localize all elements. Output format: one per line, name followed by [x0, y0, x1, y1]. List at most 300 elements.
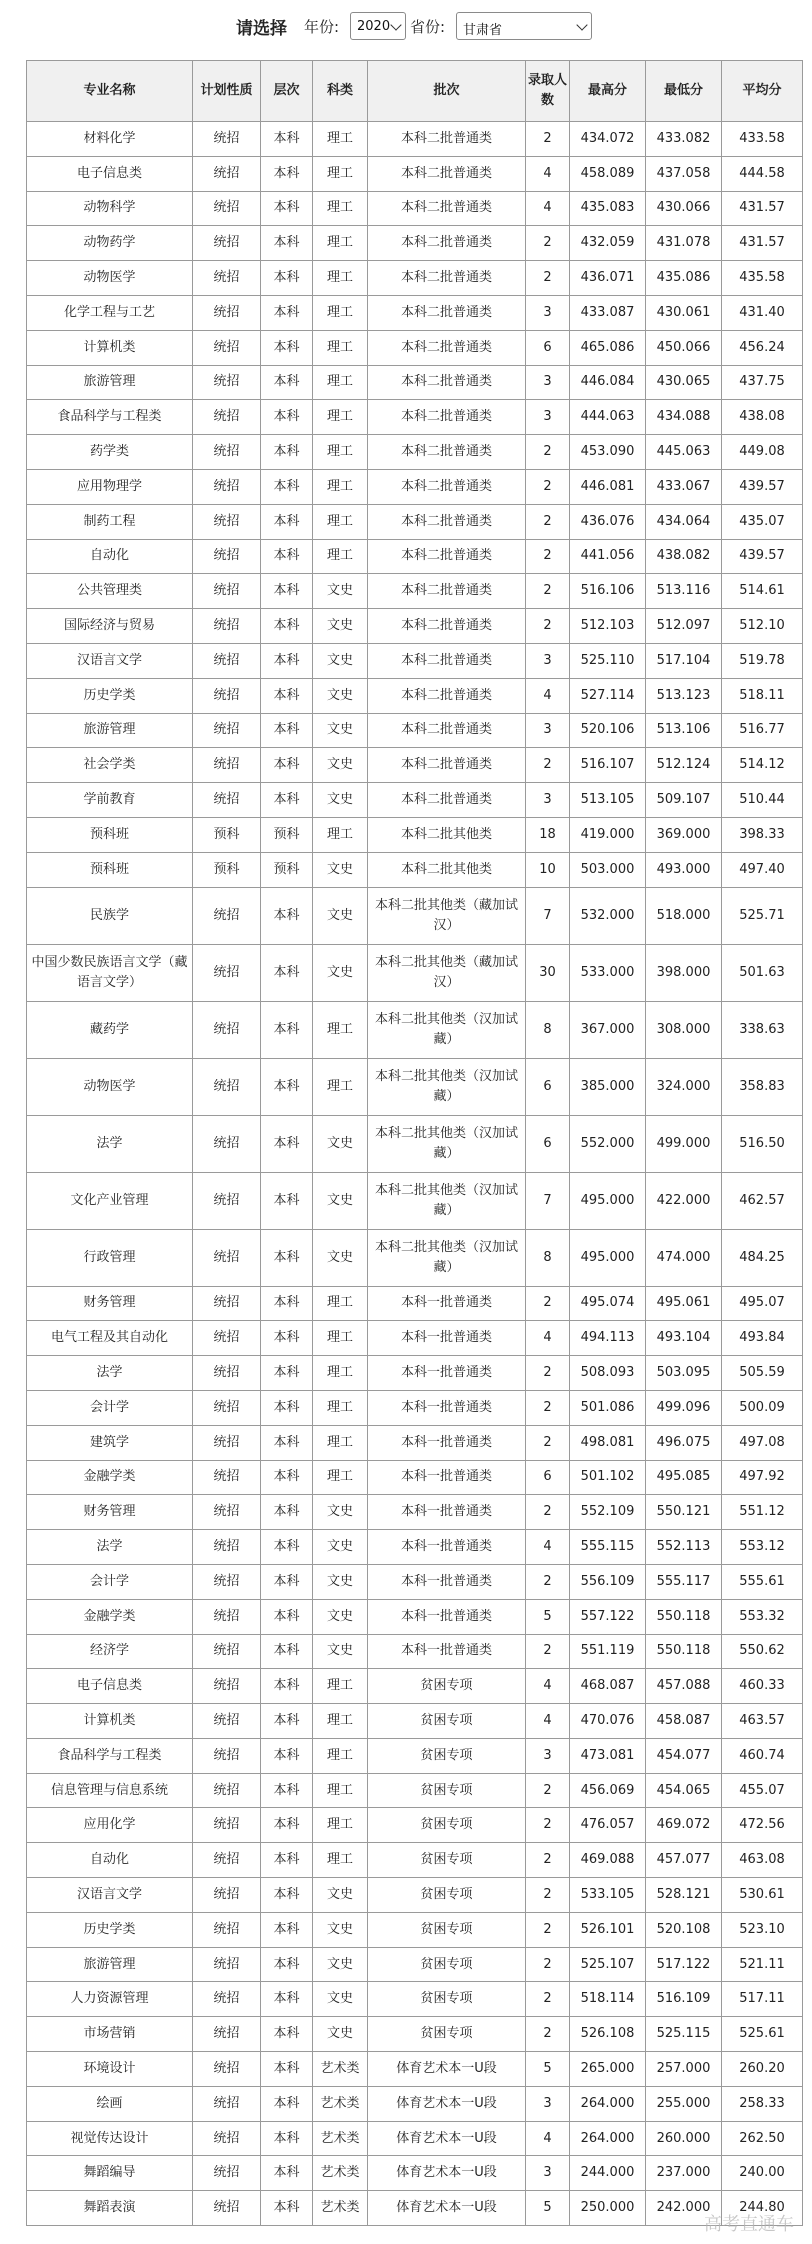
- table-row: [27, 1495, 803, 1530]
- table-row: [27, 2191, 803, 2226]
- cell-admitted-count: 3: [526, 713, 570, 748]
- table-row: [27, 365, 803, 400]
- cell-min-score: 503.095: [646, 1356, 722, 1391]
- cell-major: 中国少数民族语言文学（藏语言文学）: [27, 944, 193, 1001]
- cell-avg-score: 550.62: [722, 1634, 803, 1669]
- cell-max-score: 265.000: [570, 2052, 646, 2087]
- cell-batch: 本科一批普通类: [368, 1634, 526, 1669]
- cell-plan-type: 统招: [193, 887, 261, 944]
- cell-min-score: 495.061: [646, 1286, 722, 1321]
- cell-min-score: 499.096: [646, 1390, 722, 1425]
- cell-avg-score: 497.40: [722, 852, 803, 887]
- cell-admitted-count: 3: [526, 783, 570, 818]
- cell-min-score: 450.066: [646, 330, 722, 365]
- cell-major: 计算机类: [27, 330, 193, 365]
- cell-min-score: 499.000: [646, 1115, 722, 1172]
- cell-plan-type: 统招: [193, 469, 261, 504]
- cell-avg-score: 505.59: [722, 1356, 803, 1391]
- table-row: [27, 2121, 803, 2156]
- cell-major: 应用物理学: [27, 469, 193, 504]
- cell-avg-score: 435.07: [722, 504, 803, 539]
- cell-min-score: 496.075: [646, 1425, 722, 1460]
- cell-min-score: 517.122: [646, 1947, 722, 1982]
- cell-plan-type: 统招: [193, 295, 261, 330]
- cell-min-score: 430.066: [646, 191, 722, 226]
- cell-plan-type: 统招: [193, 539, 261, 574]
- cell-plan-type: 统招: [193, 1704, 261, 1739]
- cell-category: 文史: [313, 1878, 368, 1913]
- cell-max-score: 244.000: [570, 2156, 646, 2191]
- cell-major: 动物医学: [27, 1058, 193, 1115]
- year-select[interactable]: [350, 12, 406, 40]
- table-row: [27, 1460, 803, 1495]
- cell-max-score: 552.109: [570, 1495, 646, 1530]
- cell-major: 历史学类: [27, 678, 193, 713]
- cell-batch: 本科二批普通类: [368, 748, 526, 783]
- cell-level: 本科: [261, 1172, 313, 1229]
- cell-category: 文史: [313, 609, 368, 644]
- cell-major: 电子信息类: [27, 1669, 193, 1704]
- cell-batch: 体育艺术本一U段: [368, 2052, 526, 2087]
- cell-level: 本科: [261, 156, 313, 191]
- cell-major: 舞蹈表演: [27, 2191, 193, 2226]
- cell-admitted-count: 7: [526, 887, 570, 944]
- cell-admitted-count: 3: [526, 2156, 570, 2191]
- column-header-max-score: 最高分: [570, 61, 646, 122]
- cell-major: 预科班: [27, 852, 193, 887]
- cell-min-score: 493.104: [646, 1321, 722, 1356]
- cell-admitted-count: 5: [526, 1599, 570, 1634]
- column-header-batch: 批次: [368, 61, 526, 122]
- cell-min-score: 457.077: [646, 1843, 722, 1878]
- cell-level: 本科: [261, 1001, 313, 1058]
- cell-min-score: 431.078: [646, 226, 722, 261]
- cell-admitted-count: 30: [526, 944, 570, 1001]
- table-row: [27, 1058, 803, 1115]
- table-row: [27, 1738, 803, 1773]
- cell-admitted-count: 3: [526, 365, 570, 400]
- cell-min-score: 454.065: [646, 1773, 722, 1808]
- cell-major: 化学工程与工艺: [27, 295, 193, 330]
- cell-batch: 本科一批普通类: [368, 1530, 526, 1565]
- cell-plan-type: 统招: [193, 783, 261, 818]
- cell-avg-score: 484.25: [722, 1229, 803, 1286]
- cell-avg-score: 460.33: [722, 1669, 803, 1704]
- cell-plan-type: 统招: [193, 1634, 261, 1669]
- cell-admitted-count: 4: [526, 2121, 570, 2156]
- cell-batch: 本科二批普通类: [368, 713, 526, 748]
- cell-max-score: 527.114: [570, 678, 646, 713]
- cell-avg-score: 497.08: [722, 1425, 803, 1460]
- cell-category: 文史: [313, 944, 368, 1001]
- cell-major: 文化产业管理: [27, 1172, 193, 1229]
- cell-category: 文史: [313, 713, 368, 748]
- cell-avg-score: 433.58: [722, 122, 803, 157]
- cell-major: 公共管理类: [27, 574, 193, 609]
- cell-plan-type: 统招: [193, 1738, 261, 1773]
- table-row: [27, 191, 803, 226]
- table-row: [27, 574, 803, 609]
- cell-max-score: 495.000: [570, 1229, 646, 1286]
- cell-avg-score: 523.10: [722, 1912, 803, 1947]
- table-row: [27, 1599, 803, 1634]
- cell-admitted-count: 4: [526, 1530, 570, 1565]
- cell-batch: 贫困专项: [368, 1947, 526, 1982]
- table-row: [27, 156, 803, 191]
- cell-category: 理工: [313, 365, 368, 400]
- cell-batch: 本科二批其他类（汉加试藏）: [368, 1058, 526, 1115]
- cell-major: 学前教育: [27, 783, 193, 818]
- cell-major: 旅游管理: [27, 365, 193, 400]
- cell-level: 本科: [261, 1229, 313, 1286]
- cell-level: 本科: [261, 609, 313, 644]
- cell-major: 经济学: [27, 1634, 193, 1669]
- cell-admitted-count: 4: [526, 191, 570, 226]
- cell-major: 建筑学: [27, 1425, 193, 1460]
- table-row: [27, 1001, 803, 1058]
- cell-admitted-count: 2: [526, 1808, 570, 1843]
- cell-min-score: 528.121: [646, 1878, 722, 1913]
- cell-admitted-count: 6: [526, 330, 570, 365]
- cell-max-score: 551.119: [570, 1634, 646, 1669]
- cell-max-score: 512.103: [570, 609, 646, 644]
- cell-max-score: 367.000: [570, 1001, 646, 1058]
- cell-category: 理工: [313, 261, 368, 296]
- cell-max-score: 264.000: [570, 2086, 646, 2121]
- cell-major: 材料化学: [27, 122, 193, 157]
- cell-category: 文史: [313, 1172, 368, 1229]
- cell-batch: 贫困专项: [368, 1878, 526, 1913]
- cell-batch: 本科一批普通类: [368, 1425, 526, 1460]
- cell-batch: 本科二批其他类（汉加试藏）: [368, 1115, 526, 1172]
- cell-avg-score: 555.61: [722, 1564, 803, 1599]
- cell-admitted-count: 2: [526, 1634, 570, 1669]
- cell-level: 本科: [261, 1460, 313, 1495]
- cell-min-score: 242.000: [646, 2191, 722, 2226]
- table-row: [27, 887, 803, 944]
- cell-batch: 本科二批普通类: [368, 435, 526, 470]
- cell-level: 本科: [261, 1773, 313, 1808]
- cell-plan-type: 统招: [193, 122, 261, 157]
- cell-min-score: 509.107: [646, 783, 722, 818]
- cell-admitted-count: 10: [526, 852, 570, 887]
- cell-category: 理工: [313, 1390, 368, 1425]
- cell-major: 汉语言文学: [27, 643, 193, 678]
- cell-level: 本科: [261, 1808, 313, 1843]
- cell-major: 舞蹈编导: [27, 2156, 193, 2191]
- cell-category: 文史: [313, 1530, 368, 1565]
- cell-max-score: 520.106: [570, 713, 646, 748]
- column-header-avg-score: 平均分: [722, 61, 803, 122]
- cell-plan-type: 统招: [193, 400, 261, 435]
- table-row: [27, 2017, 803, 2052]
- cell-max-score: 446.084: [570, 365, 646, 400]
- cell-admitted-count: 6: [526, 1058, 570, 1115]
- cell-category: 理工: [313, 1843, 368, 1878]
- cell-plan-type: 统招: [193, 365, 261, 400]
- cell-batch: 体育艺术本一U段: [368, 2191, 526, 2226]
- cell-min-score: 260.000: [646, 2121, 722, 2156]
- cell-avg-score: 437.75: [722, 365, 803, 400]
- cell-major: 会计学: [27, 1390, 193, 1425]
- cell-major: 视觉传达设计: [27, 2121, 193, 2156]
- cell-avg-score: 338.63: [722, 1001, 803, 1058]
- cell-avg-score: 439.57: [722, 469, 803, 504]
- cell-major: 市场营销: [27, 2017, 193, 2052]
- cell-major: 环境设计: [27, 2052, 193, 2087]
- cell-max-score: 513.105: [570, 783, 646, 818]
- cell-min-score: 437.058: [646, 156, 722, 191]
- cell-admitted-count: 2: [526, 226, 570, 261]
- cell-level: 本科: [261, 2121, 313, 2156]
- cell-category: 理工: [313, 469, 368, 504]
- table-row: [27, 1229, 803, 1286]
- cell-max-score: 419.000: [570, 817, 646, 852]
- cell-category: 文史: [313, 1947, 368, 1982]
- cell-batch: 本科二批普通类: [368, 574, 526, 609]
- cell-min-score: 324.000: [646, 1058, 722, 1115]
- cell-admitted-count: 2: [526, 1564, 570, 1599]
- cell-admitted-count: 4: [526, 1669, 570, 1704]
- cell-avg-score: 518.11: [722, 678, 803, 713]
- cell-level: 本科: [261, 2191, 313, 2226]
- cell-admitted-count: 2: [526, 1495, 570, 1530]
- cell-admitted-count: 2: [526, 261, 570, 296]
- cell-avg-score: 463.57: [722, 1704, 803, 1739]
- cell-level: 本科: [261, 1634, 313, 1669]
- cell-major: 人力资源管理: [27, 1982, 193, 2017]
- cell-avg-score: 438.08: [722, 400, 803, 435]
- cell-avg-score: 493.84: [722, 1321, 803, 1356]
- cell-level: 本科: [261, 122, 313, 157]
- cell-min-score: 308.000: [646, 1001, 722, 1058]
- cell-category: 文史: [313, 852, 368, 887]
- cell-min-score: 433.082: [646, 122, 722, 157]
- cell-category: 理工: [313, 504, 368, 539]
- cell-category: 文史: [313, 1229, 368, 1286]
- cell-level: 本科: [261, 887, 313, 944]
- cell-category: 理工: [313, 435, 368, 470]
- cell-avg-score: 455.07: [722, 1773, 803, 1808]
- cell-category: 艺术类: [313, 2156, 368, 2191]
- cell-major: 法学: [27, 1530, 193, 1565]
- cell-batch: 本科二批其他类: [368, 817, 526, 852]
- cell-category: 文史: [313, 2017, 368, 2052]
- column-header-level: 层次: [261, 61, 313, 122]
- cell-avg-score: 514.12: [722, 748, 803, 783]
- cell-admitted-count: 4: [526, 678, 570, 713]
- cell-admitted-count: 2: [526, 435, 570, 470]
- table-body: [27, 122, 803, 2226]
- cell-batch: 贫困专项: [368, 1982, 526, 2017]
- cell-min-score: 438.082: [646, 539, 722, 574]
- cell-plan-type: 统招: [193, 1599, 261, 1634]
- province-label: 省份:: [410, 18, 446, 36]
- admission-score-table: [26, 60, 803, 2226]
- cell-batch: 本科二批普通类: [368, 261, 526, 296]
- cell-batch: 贫困专项: [368, 1773, 526, 1808]
- cell-admitted-count: 8: [526, 1229, 570, 1286]
- cell-plan-type: 统招: [193, 1843, 261, 1878]
- cell-max-score: 468.087: [570, 1669, 646, 1704]
- cell-batch: 本科二批普通类: [368, 122, 526, 157]
- cell-min-score: 457.088: [646, 1669, 722, 1704]
- cell-batch: 本科二批普通类: [368, 678, 526, 713]
- cell-category: 理工: [313, 539, 368, 574]
- cell-max-score: 385.000: [570, 1058, 646, 1115]
- cell-major: 社会学类: [27, 748, 193, 783]
- cell-avg-score: 358.83: [722, 1058, 803, 1115]
- cell-max-score: 435.083: [570, 191, 646, 226]
- cell-level: 本科: [261, 1599, 313, 1634]
- cell-category: 理工: [313, 1286, 368, 1321]
- cell-major: 法学: [27, 1115, 193, 1172]
- cell-level: 本科: [261, 400, 313, 435]
- cell-batch: 贫困专项: [368, 1704, 526, 1739]
- cell-min-score: 493.000: [646, 852, 722, 887]
- table-row: [27, 1878, 803, 1913]
- cell-min-score: 237.000: [646, 2156, 722, 2191]
- column-header-admitted-count: 录取人数: [526, 61, 570, 122]
- cell-major: 历史学类: [27, 1912, 193, 1947]
- cell-avg-score: 500.09: [722, 1390, 803, 1425]
- cell-category: 理工: [313, 1808, 368, 1843]
- cell-plan-type: 统招: [193, 1058, 261, 1115]
- cell-admitted-count: 2: [526, 504, 570, 539]
- cell-plan-type: 统招: [193, 1912, 261, 1947]
- cell-min-score: 469.072: [646, 1808, 722, 1843]
- cell-admitted-count: 4: [526, 1704, 570, 1739]
- cell-min-score: 454.077: [646, 1738, 722, 1773]
- cell-admitted-count: 2: [526, 1390, 570, 1425]
- table-row: [27, 1912, 803, 1947]
- cell-plan-type: 统招: [193, 2086, 261, 2121]
- cell-admitted-count: 3: [526, 295, 570, 330]
- cell-avg-score: 516.50: [722, 1115, 803, 1172]
- cell-plan-type: 统招: [193, 1286, 261, 1321]
- cell-plan-type: 统招: [193, 1669, 261, 1704]
- cell-plan-type: 统招: [193, 2121, 261, 2156]
- cell-batch: 本科二批普通类: [368, 226, 526, 261]
- cell-level: 本科: [261, 1704, 313, 1739]
- cell-batch: 本科二批其他类（藏加试汉）: [368, 944, 526, 1001]
- cell-level: 本科: [261, 295, 313, 330]
- cell-level: 本科: [261, 1390, 313, 1425]
- cell-category: 文史: [313, 1495, 368, 1530]
- cell-min-score: 255.000: [646, 2086, 722, 2121]
- year-label: 年份:: [304, 18, 340, 36]
- cell-category: 文史: [313, 1982, 368, 2017]
- cell-category: 理工: [313, 191, 368, 226]
- cell-max-score: 526.108: [570, 2017, 646, 2052]
- cell-level: 本科: [261, 1669, 313, 1704]
- cell-major: 电气工程及其自动化: [27, 1321, 193, 1356]
- cell-avg-score: 517.11: [722, 1982, 803, 2017]
- cell-batch: 本科一批普通类: [368, 1460, 526, 1495]
- column-header-min-score: 最低分: [646, 61, 722, 122]
- cell-avg-score: 495.07: [722, 1286, 803, 1321]
- cell-admitted-count: 4: [526, 156, 570, 191]
- cell-major: 民族学: [27, 887, 193, 944]
- cell-max-score: 533.000: [570, 944, 646, 1001]
- cell-batch: 本科二批其他类（汉加试藏）: [368, 1229, 526, 1286]
- cell-level: 本科: [261, 1564, 313, 1599]
- cell-min-score: 520.108: [646, 1912, 722, 1947]
- table-row: [27, 435, 803, 470]
- cell-level: 本科: [261, 1356, 313, 1391]
- cell-admitted-count: 2: [526, 1425, 570, 1460]
- cell-min-score: 516.109: [646, 1982, 722, 2017]
- table-row: [27, 817, 803, 852]
- cell-max-score: 498.081: [570, 1425, 646, 1460]
- cell-batch: 本科一批普通类: [368, 1356, 526, 1391]
- cell-avg-score: 530.61: [722, 1878, 803, 1913]
- table-row: [27, 2052, 803, 2087]
- cell-max-score: 555.115: [570, 1530, 646, 1565]
- cell-category: 文史: [313, 748, 368, 783]
- cell-min-score: 550.118: [646, 1599, 722, 1634]
- cell-category: 理工: [313, 295, 368, 330]
- cell-admitted-count: 2: [526, 1843, 570, 1878]
- province-select[interactable]: [456, 12, 592, 40]
- cell-major: 金融学类: [27, 1460, 193, 1495]
- cell-max-score: 557.122: [570, 1599, 646, 1634]
- cell-avg-score: 240.00: [722, 2156, 803, 2191]
- cell-plan-type: 统招: [193, 156, 261, 191]
- cell-level: 本科: [261, 783, 313, 818]
- cell-level: 本科: [261, 1425, 313, 1460]
- cell-batch: 本科一批普通类: [368, 1321, 526, 1356]
- cell-level: 本科: [261, 1115, 313, 1172]
- table-row: [27, 944, 803, 1001]
- table-row: [27, 400, 803, 435]
- cell-batch: 本科一批普通类: [368, 1564, 526, 1599]
- cell-major: 动物医学: [27, 261, 193, 296]
- cell-batch: 本科二批其他类（汉加试藏）: [368, 1172, 526, 1229]
- cell-batch: 本科一批普通类: [368, 1599, 526, 1634]
- cell-min-score: 435.086: [646, 261, 722, 296]
- cell-category: 理工: [313, 122, 368, 157]
- cell-major: 动物药学: [27, 226, 193, 261]
- cell-plan-type: 统招: [193, 2017, 261, 2052]
- cell-plan-type: 统招: [193, 1115, 261, 1172]
- cell-category: 文史: [313, 887, 368, 944]
- cell-major: 自动化: [27, 539, 193, 574]
- cell-min-score: 550.118: [646, 1634, 722, 1669]
- cell-level: 本科: [261, 1321, 313, 1356]
- table-row: [27, 122, 803, 157]
- cell-plan-type: 统招: [193, 191, 261, 226]
- cell-level: 预科: [261, 817, 313, 852]
- cell-level: 本科: [261, 2052, 313, 2087]
- cell-min-score: 430.065: [646, 365, 722, 400]
- cell-batch: 本科二批普通类: [368, 365, 526, 400]
- table-row: [27, 1286, 803, 1321]
- cell-batch: 体育艺术本一U段: [368, 2156, 526, 2191]
- cell-avg-score: 514.61: [722, 574, 803, 609]
- cell-admitted-count: 4: [526, 1321, 570, 1356]
- cell-max-score: 446.081: [570, 469, 646, 504]
- cell-batch: 本科二批普通类: [368, 504, 526, 539]
- cell-category: 理工: [313, 817, 368, 852]
- chevron-down-icon: [576, 19, 587, 30]
- cell-major: 药学类: [27, 435, 193, 470]
- cell-category: 理工: [313, 226, 368, 261]
- cell-batch: 本科二批普通类: [368, 330, 526, 365]
- cell-category: 文史: [313, 1599, 368, 1634]
- cell-max-score: 458.089: [570, 156, 646, 191]
- table-row: [27, 1564, 803, 1599]
